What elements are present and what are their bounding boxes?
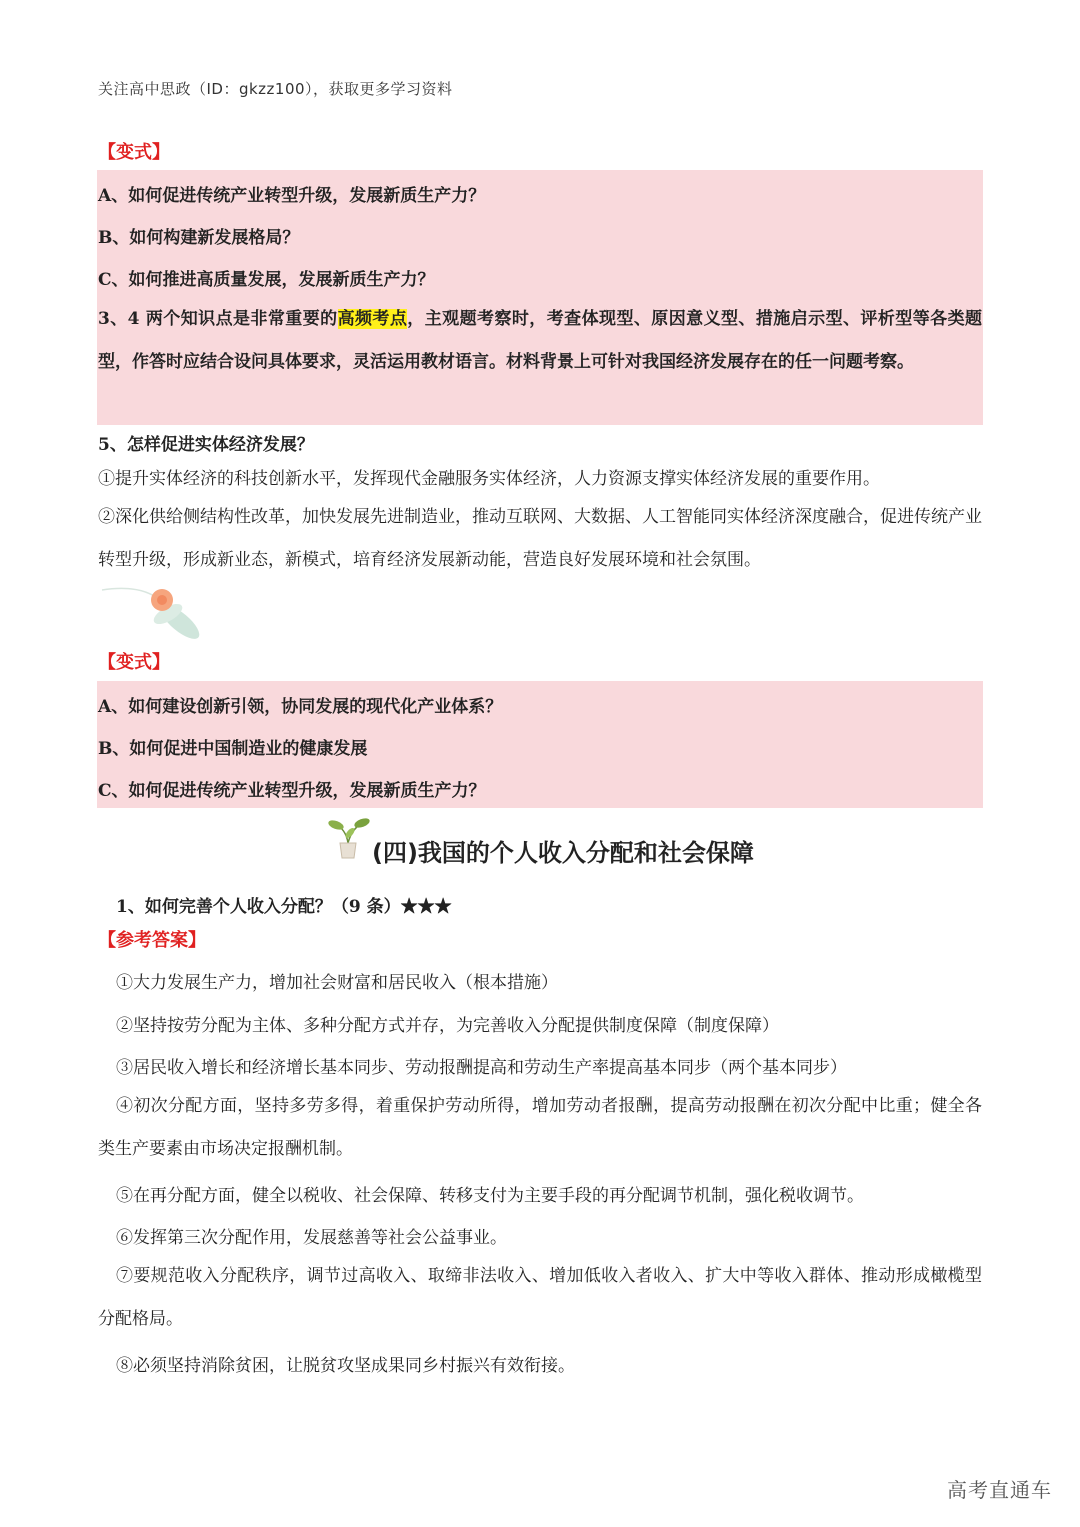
note-text: 3、4 两个知识点是非常重要的 (98, 309, 338, 329)
answer-item: ⑥发挥第三次分配作用，发展慈善等社会公益事业。 (116, 1228, 507, 1248)
answer-item: ③居民收入增长和经济增长基本同步、劳动报酬提高和劳动生产率提高基本同步（两个基本同步） (116, 1058, 847, 1078)
variant-option-c: C、如何推进高质量发展，发展新质生产力？ (98, 270, 435, 290)
variant-note (98, 298, 982, 384)
question-5-title: 5、怎样促进实体经济发展？ (98, 435, 314, 455)
answer-item: ①大力发展生产力，增加社会财富和居民收入（根本措施） (116, 973, 558, 993)
variant-tag: 【变式】 (98, 652, 170, 673)
answer-item: ⑤在再分配方面，健全以税收、社会保障、转移支付为主要手段的再分配调节机制，强化税收调节。 (116, 1186, 864, 1206)
variant-option-b: B、如何促进中国制造业的健康发展 (98, 739, 368, 759)
answer-item: ④初次分配方面，坚持多劳多得，着重保护劳动所得，增加劳动者报酬，提高劳动报酬在初次分配中比重；健全各类生产要素由市场决定报酬机制。 (98, 1096, 982, 1159)
answer-item: ⑧必须坚持消除贫困，让脱贫攻坚成果同乡村振兴有效衔接。 (116, 1356, 575, 1376)
answer-item: ②坚持按劳分配为主体、多种分配方式并存，为完善收入分配提供制度保障（制度保障） (116, 1016, 779, 1036)
answer-item: ②深化供给侧结构性改革，加快发展先进制造业，推动互联网、大数据、人工智能同实体经济深度融合，促进传统产业转型升级，形成新业态，新模式，培育经济发展新动能，营造良好发展环境和社会氛围。 (98, 507, 982, 570)
page-header: 关注高中思政（ID：gkzz100），获取更多学习资料 (98, 80, 453, 98)
highlighted-keyword: 高频考点 (337, 309, 408, 329)
flower-decoration-icon (100, 582, 210, 642)
answer-item: ⑦要规范收入分配秩序，调节过高收入、取缔非法收入、增加低收入者收入、扩大中等收入群体、推动形成橄榄型分配格局。 (98, 1266, 982, 1329)
variant-tag: 【变式】 (98, 142, 170, 163)
note-text-rest: ，主观题考察时，考查体现型、原因意义型、措施启示型、评析型等各类题型，作答时应结合设问具体要求，灵活运用教材语言。材料背景上可针对我国经济发展存在的任一问题考察。 (98, 309, 983, 372)
watermark: 高考直通车 (947, 1478, 1052, 1502)
variant-option-a: A、如何促进传统产业转型升级，发展新质生产力？ (98, 186, 486, 206)
potted-plant-icon (326, 817, 370, 859)
variant-option-b: B、如何构建新发展格局？ (98, 228, 300, 248)
answer-item: ①提升实体经济的科技创新水平，发挥现代金融服务实体经济，人力资源支撑实体经济发展的重要作用。 (98, 469, 880, 489)
variant-option-c: C、如何促进传统产业转型升级，发展新质生产力？ (98, 781, 486, 801)
question-1-title: 1、如何完善个人收入分配？（9 条）★★★ (116, 897, 452, 917)
answer-tag: 【参考答案】 (98, 930, 206, 951)
variant-option-a: A、如何建设创新引领，协同发展的现代化产业体系？ (98, 697, 503, 717)
section-title: (四)我国的个人收入分配和社会保障 (372, 839, 754, 867)
